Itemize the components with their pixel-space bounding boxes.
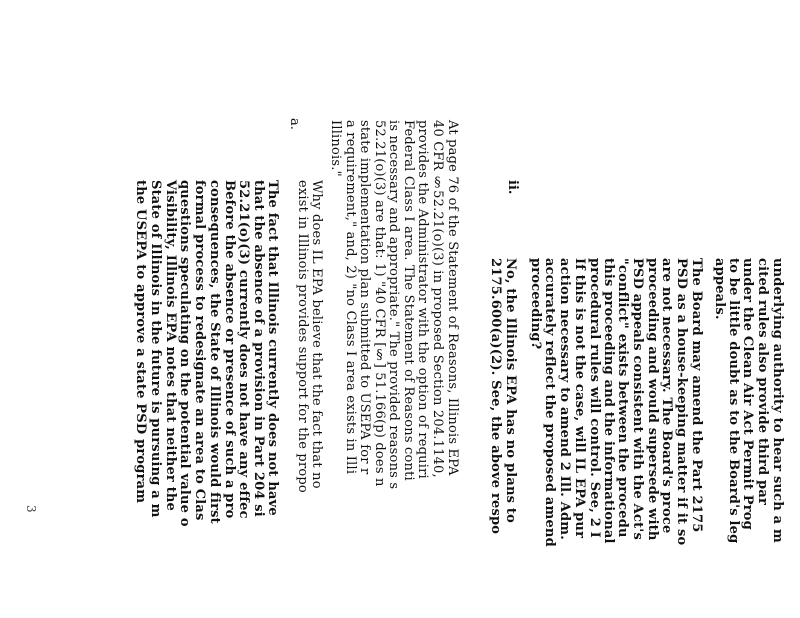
text-line: State of Illinois in the future is pursuing a m (148, 180, 163, 518)
text-line: 52.21(o)(3) currently does not have any effec (236, 180, 251, 519)
text-line: questions speculating on the potential value o (177, 180, 192, 527)
text-line: formal process to redesignate an area to Clas (192, 180, 207, 521)
text-line: PSD as a house-keeping matter if it so (674, 258, 689, 546)
text-line: that the absence of a provision in Part 204 si (251, 180, 266, 517)
paragraph-label: a. (287, 118, 302, 130)
text-line: 40 CFR §52.21(o)(3) in proposed Section 204.1140, (430, 120, 445, 478)
text-line: exist in Illinois provides support for the propo (295, 180, 310, 493)
text-line: Federal Class I area. The Statement of Reasons conti (401, 120, 416, 481)
text-line: The Board may amend the Part 2175 (689, 258, 704, 533)
text-line: cited rules also provide third par (755, 258, 770, 505)
text-line: Before the absence or presence of such a pro (222, 180, 237, 519)
text-line: 2175.600(a)(2). See, the above respo (488, 258, 503, 535)
text-line: Visibility, Illinois EPA notes that neither the (163, 180, 178, 512)
text-line: proceeding? (528, 258, 543, 350)
text-line: "conflict" exists between the procedu (615, 258, 630, 538)
text-line: to be little doubt as to the Board's leg (726, 258, 741, 544)
text-line: PSD appeals consistent with the Act's (630, 258, 645, 540)
text-line: under the Clean Air Act Permit Prog (740, 258, 755, 530)
text-line: At page 76 of the Statement of Reasons, Illinois EPA (445, 120, 460, 476)
text-line: proceeding and would supersede with (645, 258, 660, 541)
text-line: Why does IL EPA believe that the fact that no (309, 180, 324, 489)
paragraph-label: ii. (505, 180, 520, 195)
text-line: state implementation plan submitted to USEPA for r (357, 120, 372, 475)
text-line: the USEPA to approve a state PSD program (133, 180, 148, 504)
text-line: appeals. (712, 258, 727, 320)
text-line: action necessary to amend 2 Ill. Adm. (557, 258, 572, 540)
text-line: Illinois." (328, 120, 343, 177)
text-line: provides the Administrator with the option of requiri (415, 120, 430, 479)
text-line: this proceeding and the informational (601, 258, 616, 544)
text-line: If this is not the case, will IL EPA pur (572, 258, 587, 539)
page-number: 3 (24, 505, 38, 513)
text-line: 52.21(o)(3) are that: 1) "40 CFR [§] 51.166(p) does n (372, 120, 387, 487)
text-line: underlying authority to hear such a m (770, 258, 785, 543)
text-line: accurately reflect the proposed amend (542, 258, 557, 547)
text-line: consequences, the State of Illinois would first (207, 180, 222, 524)
text-line: procedural rules will control. See, 2 I (587, 258, 602, 538)
text-line: No, the Illinois EPA has no plans to (503, 258, 518, 524)
text-line: a requirement," and, 2) "no Class I area exists in Illi (343, 120, 358, 475)
text-line: is necessary and appropriate." The provided reasons s (386, 120, 401, 490)
text-line: are not necessary. The Board's proce (659, 258, 674, 534)
text-line: The fact that Illinois currently does not have (265, 180, 280, 516)
